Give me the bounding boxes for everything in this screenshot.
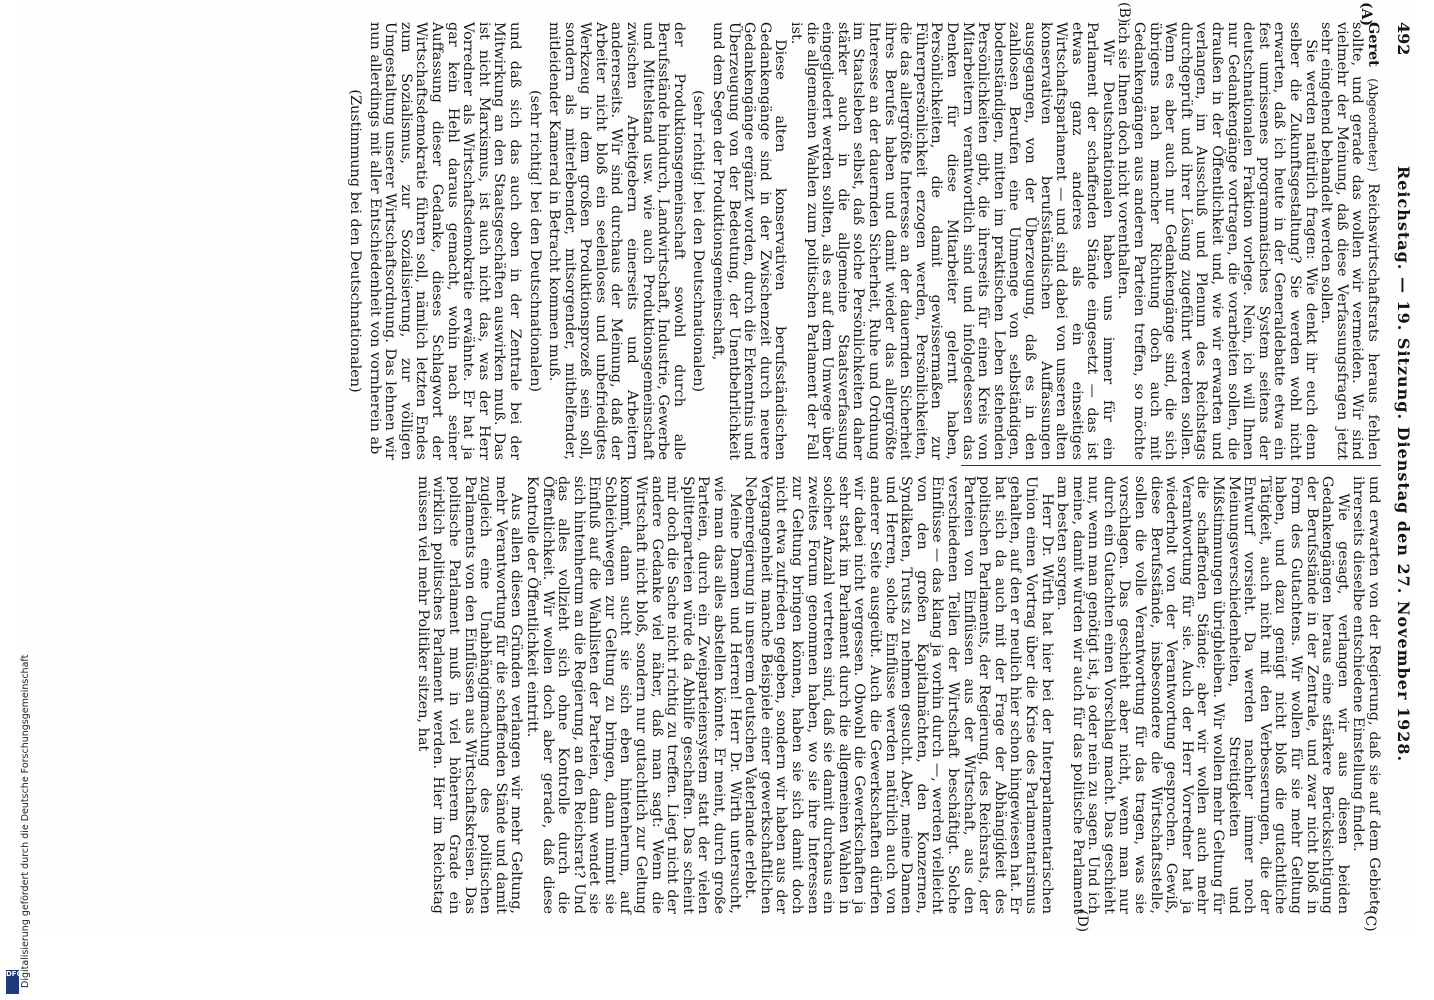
left-column [342,22,1381,460]
margin-marker-d: (D) [1074,910,1090,933]
interjection: (sehr richtig! bei den Deutschnationalen) [526,89,543,393]
paragraph: Diese alten konservativen berufsständischen Gedankengänge sind in der Zwischenzeit durch neuere Gedankengänge ergänzt worden, durch die Erkenntnis und Überzeugung von der Bedeutung, der Unentbehrlichkeit und dem Segen der Produktionsgemeinschaft, [710,22,789,460]
paragraph: Wie gesagt, verlangen wir aus diesen beiden Gedankengängen heraus eine stärkere Berücksichtigung der Berufsstände in der Zentrale, und zwar nicht bloß in Form des Gutachtens. Wir wollen für sie mehr Geltung haben, und dazu genügt nicht bloß die gutachtliche Tätigkeit, auch nicht mit den Verbesserungen, die der Entwurf vorsieht. Da werden nachher immer noch Meinungsverschiedenheiten, Streitigkeiten und Mißstimmungen übrigbleiben. Wir wollen mehr Geltung für die schaffenden Stände; aber wir wollen auch mehr Verantwortung für sie. Auch der Herr Vorredner hat ja wiederholt von der Verantwortung gesprochen. Gewiß, diese Berufsstände, insbesondere die Wirtschaftsstelle, sollen die volle Verantwortung für das tragen, was sie vorschlagen. Das geschieht aber nicht, wenn man nur durch ein Gutachten einen Vorschlag macht. Das geschieht nur, wenn man genötigt ist, ja oder nein zu sagen. Und ich meine, damit würden wir auch für das politische Parlament am besten sorgen. [1054,476,1351,914]
speaker-note: (Abgeordneter) [1366,78,1380,172]
paragraph: und daß sich das auch oben in der Zentrale bei der Mitwirkung an den Staatsgeschäften auswirken muß. Das ist nicht Marxismus, ist auch nicht das, was der Herr Vorredner als Wirtschaftsdemokratie erwähnte. Er hat ja gar kein Hehl daraus gemacht, wohin nach seiner Auffassung dieser Gedanke, dieses Schlagwort der Wirtschaftsdemokratie führen soll, nämlich letzten Endes zum Sozialismus, zur Sozialisierung, zur völligen Umgestaltung unserer Wirtschaftsordnung. Das lehnen wir nun allerdings mit aller Entschiedenheit von vornherein ab [366,22,523,460]
interjection: (Zustimmung bei den Deutschnationalen) [347,89,363,393]
speaker-name: Geret [1365,22,1382,67]
dfg-logo: DFG [6,970,19,994]
column-divider [961,465,1381,466]
right-column [414,476,1381,914]
page-header [1389,22,1411,906]
paragraph: Meine Damen und Herren! Herr Dr. Wirth untersucht, wie man das alles abstellen könnte. Er meint, durch große Parteien, durch ein Zweiparteiensystem statt der vielen Splitterparteien würde da Abhilfe geschaffen. Das scheint mir doch die Sache nicht richtig zu treffen. Liegt nicht der andere Gedanke viel näher, daß man sagt: Wenn die Wirtschaft nicht bloß, sondern nur gutachtlich zur Geltung kommt, dann sucht sie sich eben hintenherum, auf Schleichwegen zur Geltung zu bringen, dann nimmt sie Einfluß auf die Wahllisten der Parteien, dann wendet sie sich hintenherum an die Regierung, an den Reichsrat? Und das alles vollzieht sich ohne Kontrolle durch die Öffentlichkeit. Wir wollen doch aber gerade, daß diese Kontrolle der Öffentlichkeit eintritt. [523,476,743,914]
paragraph: Sie werden natürlich fragen: Wie denkt ihr euch denn selber die Zukunftsgestaltung? Sie werden wohl nicht erwarten, daß ich heute in der Generaldebatte etwa ein fest umrissenes programmatisches System seitens der deutschnationalen Fraktion vorlege. Nein, ich will Ihnen nur Gedankengänge vortragen, die vorarbeiten sollen, die draußen in der Öffentlichkeit und, wie wir erwarten und verlangen, im Ausschuß und Plenum des Reichstags durchgeprüft und ihrer Lösung zugeführt werden sollen. Wenn es aber auch nur Gedankengänge sind, die sich übrigens nach mancher Richtung doch auch mit Gedankengängen aus anderen Parteien treffen, so möchte ich sie Ihnen doch nicht vorenthalten. [1115,22,1319,460]
interjection: (sehr richtig! bei den Deutschnationalen) [690,89,707,393]
paragraph-text: Reichswirtschaftsrats heraus fehlen sollte, und gerade das wollen wir vermeiden. Wir sind vielmehr der Meinung, daß diese Verfassungsfragen jetzt sehr eingehend behandelt werden sollen. [1318,22,1381,461]
paragraph: und erwarten von der Regierung, daß sie auf dem Gebiete ihrerseits dieselbe entschiedene Einstellung findet. [1350,476,1382,914]
paragraph: Wir Deutschnationalen haben uns immer für ein Parlament der schaffenden Stände eingesetzt — das ist etwas ganz anderes als ein einseitiges Wirtschaftsparlament — und sind dabei von unseren alten konservativen berufsständischen Auffassungen ausgegangen, von der Überzeugung, daß es in den zahllosen Berufen eine Unmenge von selbständigen, bodenständigen, mitten im praktischen Leben stehenden Persönlichkeiten gibt, die ihrerseits für einen Kreis von Mitarbeitern verantwortlich sind und infolgedessen das Denken für diese Mitarbeiter gelernt haben, Persönlichkeiten, die damit gewissermaßen zur Führerpersönlichkeit erzogen werden, Persönlichkeiten, die das allergrößte Interesse an der dauernden Sicherheit ihres Berufes haben und damit wieder das allergrößte Interesse an der dauernden Sicherheit, Ruhe und Ordnung im Staatsleben selbst, daß solche Persönlichkeiten daher stärker auch in die allgemeine Staatsverfassung eingegliedert werden sollten, als es auf dem Umwege über die allgemeinen Wahlen zum politischen Parlament der Fall ist. [788,22,1116,460]
scanned-document-page [17,0,1417,933]
paragraph: Aus allen diesen Gründen verlangen wir mehr Geltung, mehr Verantwortung für die schaffenden Stände und damit zugleich eine Unabhängigmachung des politischen Parlaments von den Einflüssen aus Wirtschaftskreisen. Das politische Parlament muß in viel höherem Grade ein wirklich politisches Parlament werden. Hier im Reichstag müssen viel mehr Politiker sitzen, hat [414,476,525,914]
paragraph [1318,22,1381,460]
paragraph: Herr Dr. Wirth hat hier bei der Interparlamentarischen Union einen Vortrag über die Krise des Parlamentarismus gehalten, auf den er neulich hier schon hingewiesen hat. Er hat sich da auch mit der Frage der Abhängigkeit des politischen Parlaments, der Regierung, des Reichsrats, der Parteien von Einflüssen aus der Wirtschaft, aus den verschiedenen Teilen der Wirtschaft beschäftigt. Solche Einflüsse — das klang ja vorhin durch —, werden vielleicht von den großen Kapitalmächten, den Konzernen, Syndikaten, Trusts zu nehmen gesucht. Aber, meine Damen und Herren, solche Einflüsse werden natürlich auch von anderer Seite ausgeübt. Auch die Gewerkschaften dürfen wir dabei nicht vergessen. Obwohl die Gewerkschaften ja sehr stark im Parlament durch die allgemeinen Wahlen in solcher Anzahl vertreten sind, daß sie damit durchaus ein zweites Forum genommen haben, wo sie ihre Interessen zur Geltung bringen können, haben sie sich damit doch nicht etwa zufrieden gegeben, sondern wir haben aus der Vergangenheit manche Beispiele einer gewerkschaftlichen Nebenregierung in unserem deutschen Vaterlande erlebt. [742,476,1055,914]
page-title: Reichstag. — 19. Sitzung. Dienstag den 27. November 1928. [1394,165,1413,763]
digitization-footer [6,400,31,1000]
page-number: 492 [1394,22,1413,56]
digitization-credit: Digitalisierung gefördert durch die Deutsche Forschungsgemeinschaft [20,654,31,988]
paragraph: der Produktionsgemeinschaft sowohl durch alle Berufsstände hindurch, Landwirtschaft, Industrie, Gewerbe und Mittelstand usw. wie auch Produktionsgemeinschaft zwischen Arbeitgebern einerseits und Arbeitern andererseits. Wir sind durchaus der Meinung, daß der Arbeiter nicht bloß ein seelenloses und unbefriedigtes Werkzeug in dem großen Produktionsprozeß sein soll, sondern als miterlebender, mitsorgender, mithelfender, mitleidender Kamerad in Betracht kommen muß. [546,22,687,460]
margin-marker-a: (A) [1358,2,1374,27]
margin-marker-c: (C) [1362,910,1378,932]
margin-marker-b: (B) [1116,2,1132,24]
